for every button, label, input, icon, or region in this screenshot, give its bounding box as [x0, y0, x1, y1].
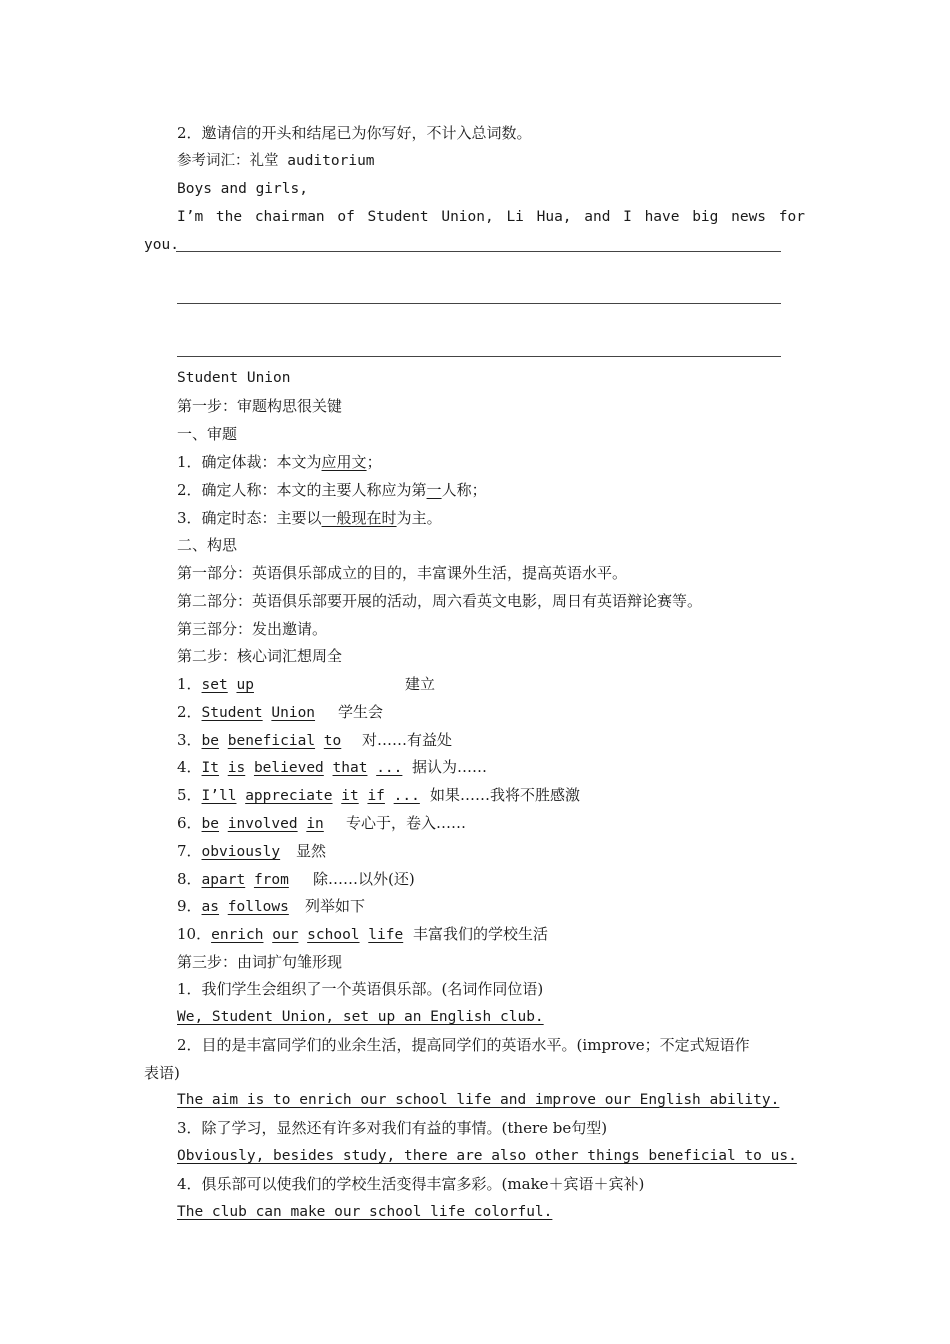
vocab-english-word: enrich — [211, 927, 264, 944]
genre-answer: 应用文 — [321, 453, 367, 471]
vocab-english-word: be — [201, 816, 220, 832]
vocab-chinese: 建立 — [405, 675, 436, 693]
vocab-number: 6． — [177, 814, 202, 832]
person-suffix: 人称； — [441, 481, 487, 499]
vocab-number: 8． — [177, 869, 202, 888]
vocab-english — [202, 872, 289, 888]
vocab-english-word: I’ll — [201, 788, 237, 805]
intro-word: have — [644, 209, 680, 225]
vocab-english-word: obviously — [201, 843, 281, 860]
vocab-english — [202, 760, 403, 776]
vocab-english-word: ... — [393, 788, 420, 805]
vocab-item — [177, 841, 327, 862]
intro-word: for — [778, 209, 805, 225]
vocab-english — [202, 899, 289, 915]
section-analysis-heading: 一、审题 — [177, 425, 238, 443]
vocab-chinese: 显然 — [296, 841, 327, 860]
writing-blank-line[interactable] — [176, 251, 781, 252]
reference-vocab — [177, 151, 375, 171]
letter-intro-end: you. — [144, 237, 179, 253]
vocab-english-word: is — [227, 760, 246, 777]
vocab-english-word: up — [236, 677, 254, 693]
person-item — [177, 480, 487, 500]
vocab-chinese: 对……有益处 — [362, 730, 453, 749]
person-label: 2．确定人称：本文的主要人称应为第 — [177, 481, 427, 499]
vocab-english-word: Student — [201, 704, 263, 721]
vocab-english-word: be — [201, 732, 220, 749]
answer-3 — [177, 1146, 797, 1166]
letter-greeting: Boys and girls, — [177, 181, 308, 197]
intro-word: news — [731, 209, 767, 225]
intro-word: of — [337, 209, 355, 225]
vocab-chinese: 列举如下 — [305, 897, 366, 916]
vocab-english-word: as — [201, 899, 220, 916]
genre-label: 1．确定体裁：本文为 — [177, 453, 322, 471]
vocab-english-word: believed — [253, 760, 324, 777]
section-plan-heading: 二、构思 — [177, 536, 238, 554]
intro-word: big — [692, 209, 719, 225]
vocab-item — [177, 757, 488, 778]
tense-item — [177, 508, 442, 528]
question-3: 3．除了学习，显然还有许多对我们有益的事情。(there be句型) — [177, 1119, 608, 1137]
question-2-line-1: 2．目的是丰富同学们的业余生活，提高同学们的英语水平。(improve；不定式短语作 — [177, 1036, 750, 1054]
letter-intro-line — [177, 207, 805, 227]
vocab-number: 3． — [177, 730, 202, 749]
vocab-english-word: involved — [227, 816, 298, 832]
vocab-number: 7． — [177, 841, 202, 860]
writing-blank-line[interactable] — [177, 356, 781, 357]
vocab-chinese: 如果……我将不胜感激 — [430, 786, 581, 805]
answer-1-text: We, Student Union, set up an English club. — [177, 1009, 544, 1025]
step2-heading: 第二步：核心词汇想周全 — [177, 647, 343, 665]
question-1: 1．我们学生会组织了一个英语俱乐部。(名词作同位语) — [177, 980, 544, 998]
vocab-english — [202, 733, 342, 749]
vocab-item — [177, 813, 467, 834]
answer-3-text: Obviously, besides study, there are also other things beneficial to us. — [177, 1148, 797, 1164]
plan-part-3: 第三部分：发出邀请。 — [177, 620, 328, 638]
vocab-item — [177, 896, 366, 917]
tense-suffix: 为主。 — [396, 509, 442, 527]
intro-word: Union, — [441, 209, 494, 225]
vocab-english-word: our — [272, 927, 299, 944]
vocab-english-word: Union — [271, 704, 316, 721]
vocab-chinese: 专心于，卷入…… — [346, 814, 467, 832]
vocab-english-word: school — [307, 927, 360, 944]
question-2-line-2: 表语) — [144, 1064, 180, 1082]
tense-answer: 一般现在时 — [321, 509, 397, 527]
instruction-note: 2．邀请信的开头和结尾已为你写好，不计入总词数。 — [177, 124, 532, 142]
intro-word: chairman — [254, 209, 325, 225]
vocab-number: 2． — [177, 702, 202, 721]
intro-word: and — [584, 209, 611, 225]
vocab-chinese: 除……以外(还) — [313, 869, 415, 888]
letter-signature: Student Union — [177, 370, 291, 386]
vocab-english-word: to — [323, 732, 342, 749]
vocab-english — [202, 816, 324, 832]
genre-item — [177, 452, 382, 472]
step3-heading: 第三步：由词扩句雏形现 — [177, 953, 343, 971]
vocab-item — [177, 730, 453, 751]
person-answer: 一 — [426, 481, 442, 499]
vocab-english-word: set — [201, 677, 228, 693]
intro-word: Li — [506, 209, 524, 225]
vocab-english-word: apart — [201, 871, 246, 888]
intro-word: the — [215, 209, 243, 225]
vocab-english-word: in — [306, 816, 324, 832]
vocab-item — [177, 785, 581, 806]
answer-1 — [177, 1007, 544, 1027]
vocab-item — [177, 702, 384, 723]
vocab-english-word: that — [332, 760, 368, 777]
plan-part-1: 第一部分：英语俱乐部成立的目的，丰富课外生活，提高英语水平。 — [177, 564, 628, 582]
vocab-number: 4． — [177, 758, 202, 777]
vocab-item — [177, 924, 549, 945]
vocab-english — [202, 844, 281, 860]
vocab-chinese: 学生会 — [338, 702, 384, 721]
answer-2-text: The aim is to enrich our school life and improve our English ability. — [177, 1092, 780, 1108]
vocab-english-word: it — [341, 788, 359, 805]
vocab-english — [211, 927, 403, 943]
reference-vocab-text: 参考词汇：礼堂 auditorium — [177, 153, 375, 169]
vocab-english-word: follows — [227, 899, 289, 916]
answer-4-text: The club can make our school life colorful. — [177, 1204, 553, 1220]
vocab-english-word: ... — [376, 760, 403, 777]
intro-word: I — [623, 209, 632, 225]
vocab-english-word: appreciate — [245, 788, 333, 805]
answer-2 — [177, 1090, 779, 1110]
tense-label: 3．确定时态：主要以 — [177, 509, 322, 527]
vocab-number: 10． — [177, 925, 212, 944]
vocab-english-word: if — [367, 788, 385, 805]
writing-blank-line[interactable] — [177, 303, 781, 304]
plan-part-2: 第二部分：英语俱乐部要开展的活动，周六看英文电影，周日有英语辩论赛等。 — [177, 592, 703, 610]
vocab-english-word: from — [253, 871, 289, 888]
vocab-english-word: beneficial — [227, 732, 316, 749]
step1-heading: 第一步：审题构思很关键 — [177, 397, 343, 415]
vocab-chinese: 据认为…… — [412, 758, 488, 777]
vocab-number: 9． — [177, 897, 202, 916]
intro-word: Hua, — [536, 209, 572, 225]
genre-punct: ； — [366, 453, 382, 471]
vocab-item — [177, 869, 415, 890]
vocab-english-word: It — [201, 760, 220, 777]
intro-word: Student — [367, 209, 429, 225]
vocab-number: 1． — [177, 675, 202, 693]
vocab-english — [202, 677, 254, 693]
vocab-item — [177, 674, 436, 695]
intro-word: I’m — [177, 209, 204, 225]
vocab-english — [202, 705, 316, 721]
vocab-chinese: 丰富我们的学校生活 — [413, 925, 549, 944]
vocab-number: 5． — [177, 786, 202, 805]
question-4: 4．俱乐部可以使我们的学校生活变得丰富多彩。(make＋宾语＋宾补) — [177, 1175, 645, 1193]
answer-4 — [177, 1202, 552, 1222]
vocab-english — [202, 788, 420, 804]
vocab-english-word: life — [368, 927, 404, 944]
